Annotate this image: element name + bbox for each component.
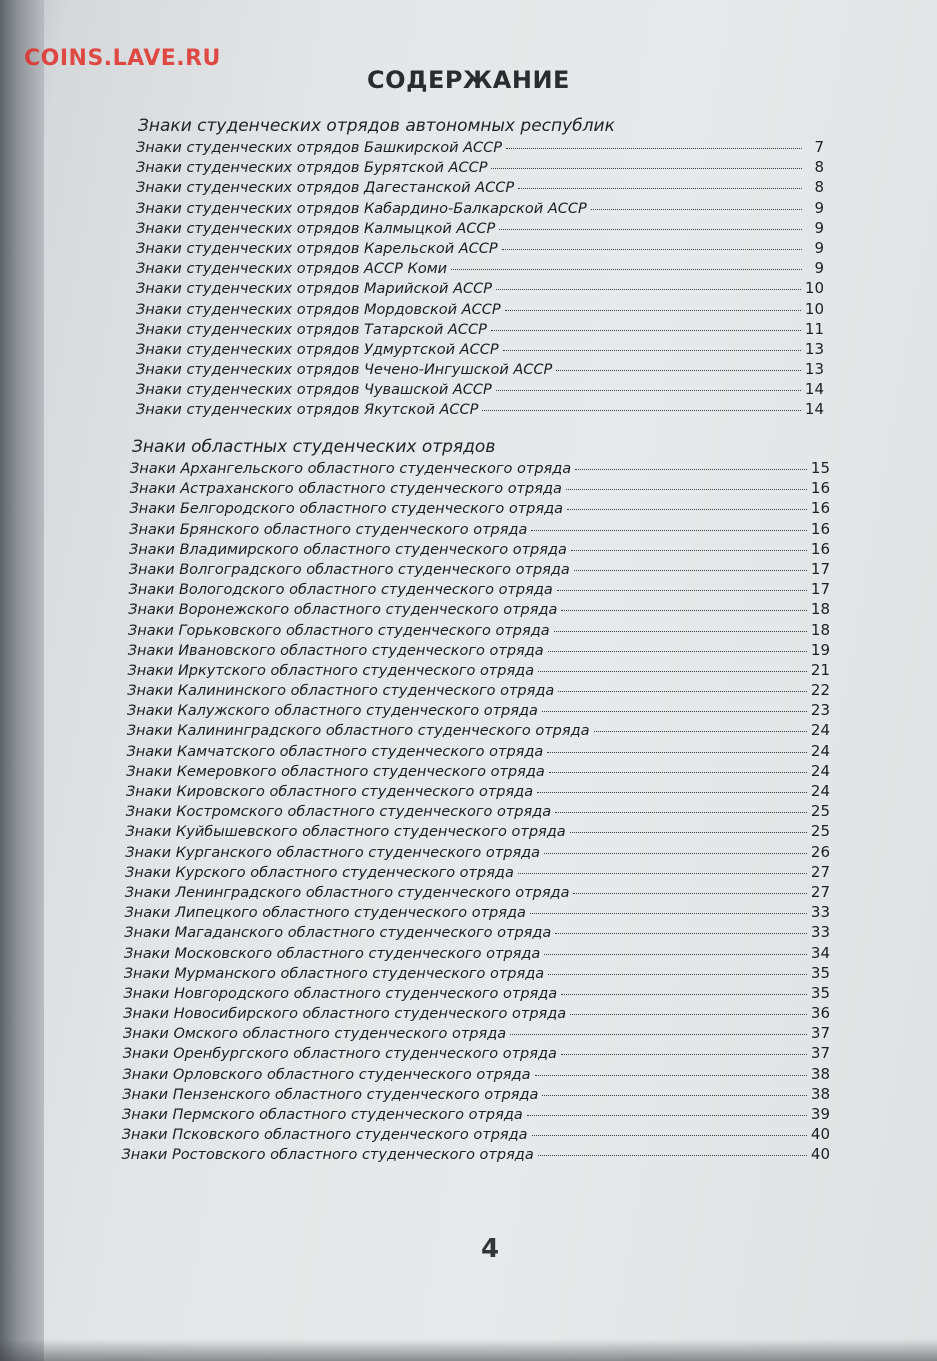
toc-entry-title: Знаки Орловского областного студенческого отряда [122, 1066, 531, 1083]
toc-entry-page: 7 [814, 138, 824, 156]
toc-entry-title: Знаки Пензенского областного студенческого отряда [122, 1086, 539, 1103]
toc-entry [125, 883, 830, 903]
toc-entry-page: 13 [804, 339, 824, 358]
toc-entry-page: 24 [810, 741, 830, 760]
toc-dot-leader [555, 933, 807, 934]
toc-dot-leader [570, 832, 807, 833]
toc-dot-leader [575, 469, 807, 470]
toc-entry-page: 27 [810, 882, 830, 901]
toc-entry-page: 9 [814, 218, 824, 237]
section-heading-regional-detachments: Знаки областных студенческих отрядов [132, 437, 496, 457]
toc-entry-page: 27 [810, 862, 830, 881]
toc-entry-page: 38 [810, 1064, 830, 1083]
toc-entry [136, 178, 824, 198]
toc-entry [125, 843, 830, 863]
toc-entry-title: Знаки Ивановского областного студенческого отряда [127, 642, 544, 659]
toc-entry-page: 16 [810, 539, 830, 558]
toc-entry [124, 923, 830, 943]
toc-dot-leader [591, 209, 802, 210]
toc-entry-title: Знаки Омского областного студенческого отряда [123, 1026, 507, 1043]
toc-entry-page: 13 [804, 360, 824, 379]
toc-entry-title: Знаки Пермского областного студенческого отряда [122, 1107, 523, 1123]
toc-dot-leader [482, 410, 800, 411]
toc-dot-leader [548, 974, 807, 975]
toc-entry-page: 24 [810, 721, 830, 740]
toc-entry-title: Знаки Курского областного студенческого отряда [125, 864, 514, 881]
toc-entry [123, 1024, 830, 1044]
book-binding-shadow [0, 0, 44, 1361]
toc-entry-page: 21 [810, 660, 830, 679]
page-number: 4 [480, 1234, 500, 1264]
toc-entry-title: Знаки Воронежского областного студенческого отряда [128, 602, 558, 619]
toc-entry-title: Знаки Архангельского областного студенческого отряда [130, 461, 572, 477]
toc-dot-leader [594, 731, 807, 732]
toc-entry [130, 459, 830, 479]
toc-entry-title: Знаки Иркутского областного студенческого отряда [127, 662, 535, 679]
toc-entry [129, 580, 831, 600]
toc-entry [126, 762, 830, 782]
toc-entry-page: 37 [810, 1024, 830, 1043]
toc-dot-leader [530, 913, 807, 914]
toc-entry-page: 11 [804, 319, 824, 338]
toc-entry [136, 158, 824, 178]
toc-entry-page: 16 [810, 479, 830, 498]
toc-entry-page: 37 [810, 1044, 830, 1063]
toc-entry-title: Знаки студенческих отрядов Дагестанской АССР [136, 180, 515, 197]
toc-entry-title: Знаки Курганского областного студенческого отряда [125, 844, 541, 861]
toc-dot-leader [544, 954, 807, 955]
toc-dot-leader [491, 168, 802, 169]
toc-entry-title: Знаки студенческих отрядов Кабардино-Балкарской АССР [136, 200, 587, 217]
toc-entry-title: Знаки Ленинградского областного студенческого отряда [124, 884, 570, 901]
toc-entry-page: 35 [810, 983, 830, 1002]
section-heading-autonomous-republics: Знаки студенческих отрядов автономных республик [138, 116, 615, 136]
toc-entry [129, 560, 830, 580]
toc-entry-title: Знаки Кемеровкого областного студенческого отряда [126, 763, 545, 780]
toc-entry [128, 661, 831, 681]
toc-entry-title: Знаки Новосибирского областного студенческого отряда [123, 1006, 567, 1023]
toc-entry-title: Знаки студенческих отрядов Чечено-Ингушской АССР [136, 362, 553, 379]
toc-entry-title: Знаки Мурманского областного студенческого отряда [123, 965, 545, 982]
toc-dot-leader [506, 148, 802, 149]
toc-entry-page: 40 [810, 1125, 830, 1144]
toc-entry [122, 1145, 831, 1165]
toc-entry [127, 742, 831, 762]
toc-entry-title: Знаки студенческих отрядов Башкирской АССР [136, 140, 503, 156]
toc-entry-title: Знаки Оренбургского областного студенческого отряда [122, 1046, 557, 1063]
toc-entry [126, 822, 831, 842]
toc-entry [125, 863, 830, 883]
toc-dot-leader [496, 289, 801, 290]
toc-entry-page: 25 [810, 822, 830, 841]
page-edge-shadow [0, 1339, 937, 1361]
toc-entry-title: Знаки студенческих отрядов Бурятской АССР [136, 160, 488, 177]
toc-entry-page: 25 [810, 802, 830, 821]
toc-entry [136, 219, 824, 239]
toc-dot-leader [542, 1095, 806, 1096]
toc-entry-title: Знаки Горьковского областного студенческого отряда [128, 622, 550, 639]
toc-dot-leader [518, 873, 807, 874]
toc-dot-leader [503, 350, 801, 351]
toc-entry-page: 33 [810, 923, 830, 942]
toc-entry-page: 9 [814, 238, 824, 257]
toc-dot-leader [561, 994, 807, 995]
toc-entry-page: 16 [810, 519, 830, 538]
toc-entry [128, 600, 830, 620]
page-title: СОДЕРЖАНИЕ [367, 66, 570, 94]
toc-entry-page: 35 [810, 963, 830, 982]
toc-entry [136, 199, 824, 219]
toc-entry-page: 23 [810, 701, 830, 720]
toc-entry-page: 24 [810, 782, 830, 800]
toc-entry-page: 17 [810, 580, 830, 599]
toc-dot-leader [573, 893, 806, 894]
toc-entry-title: Знаки Калининского областного студенческого отряда [127, 683, 555, 700]
toc-entry [123, 1044, 830, 1064]
toc-entry [136, 239, 824, 259]
toc-dot-leader [566, 489, 807, 490]
toc-entry-page: 22 [810, 681, 830, 700]
toc-entry-title: Знаки Псковского областного студенческого отряда [121, 1127, 528, 1144]
toc-entry-page: 9 [814, 198, 824, 217]
toc-entry-page: 34 [810, 943, 830, 962]
toc-entry [122, 1125, 830, 1145]
toc-entry-title: Знаки студенческих отрядов Карельской АССР [136, 240, 498, 257]
toc-entry-title: Знаки Калининградского областного студенческого отряда [126, 723, 590, 740]
toc-entry-title: Знаки Липецкого областного студенческого отряда [124, 905, 526, 922]
toc-dot-leader [542, 711, 807, 712]
toc-entry-title: Знаки студенческих отрядов Калмыцкой АССР [136, 220, 496, 237]
toc-entry-title: Знаки Волгоградского областного студенческого отряда [128, 561, 570, 578]
toc-entry-title: Знаки Владимирского областного студенческого отряда [129, 541, 567, 558]
toc-entry-title: Знаки Московского областного студенческого отряда [124, 945, 541, 962]
toc-entry-title: Знаки Кировского областного студенческого отряда [126, 784, 534, 800]
toc-entry-title: Знаки Ростовского областного студенческого отряда [121, 1147, 534, 1164]
toc-entry-title: Знаки Магаданского областного студенческого отряда [124, 925, 552, 942]
toc-entry [123, 1065, 831, 1085]
toc-entry [136, 400, 824, 420]
toc-entry [129, 540, 830, 560]
toc-entry [130, 499, 831, 519]
toc-entry [128, 621, 830, 641]
toc-dot-leader [549, 772, 807, 773]
toc-dot-leader [537, 792, 807, 793]
toc-entry-page: 8 [814, 158, 824, 177]
toc-entry [136, 360, 824, 380]
toc-entry [125, 903, 831, 923]
toc-entry-title: Знаки Калужского областного студенческого отряда [127, 703, 538, 720]
toc-dot-leader [538, 1155, 807, 1156]
toc-dot-leader [527, 1115, 807, 1116]
toc-entry-title: Знаки Костромского областного студенческого отряда [125, 804, 552, 821]
toc-entry-page: 18 [810, 600, 830, 619]
toc-entry-title: Знаки Камчатского областного студенческого отряда [126, 743, 544, 760]
toc-entry-title: Знаки студенческих отрядов Якутской АССР [136, 402, 479, 419]
toc-dot-leader [531, 530, 807, 531]
toc-dot-leader [574, 570, 807, 571]
toc-entry-page: 24 [810, 761, 830, 780]
toc-entry-title: Знаки Астраханского областного студенческого отряда [129, 481, 562, 498]
toc-dot-leader [570, 1014, 807, 1015]
toc-dot-leader [491, 330, 801, 331]
toc-entry [124, 944, 830, 964]
toc-dot-leader [505, 310, 801, 311]
toc-entry-page: 14 [804, 400, 824, 419]
toc-dot-leader [496, 390, 801, 391]
toc-entry [122, 1085, 830, 1105]
toc-entry [127, 681, 830, 701]
toc-entry [124, 984, 831, 1004]
toc-entry-title: Знаки студенческих отрядов Мордовской АССР [136, 301, 501, 318]
toc-entry-page: 36 [810, 1004, 830, 1023]
toc-entry [123, 1004, 830, 1024]
toc-dot-leader [555, 812, 807, 813]
toc-entry-page: 40 [810, 1145, 830, 1164]
toc-entry-page: 15 [810, 459, 830, 477]
toc-entry [124, 964, 830, 984]
toc-dot-leader [557, 590, 807, 591]
toc-entry-page: 10 [804, 279, 824, 298]
toc-dot-leader [538, 671, 807, 672]
toc-entry [129, 520, 830, 540]
toc-entry-title: Знаки студенческих отрядов АССР Коми [136, 261, 448, 278]
toc-entry-page: 16 [810, 499, 830, 518]
toc-dot-leader [510, 1034, 807, 1035]
toc-entry-page: 26 [810, 842, 830, 861]
toc-entry [136, 259, 824, 279]
toc-entry-title: Знаки студенческих отрядов Удмуртской АССР [136, 341, 499, 358]
toc-entry [127, 701, 830, 721]
toc-entry-page: 38 [810, 1084, 830, 1103]
toc-entry [136, 138, 824, 158]
toc-entry-page: 33 [810, 903, 830, 922]
toc-entry [127, 721, 830, 741]
toc-dot-leader [548, 651, 807, 652]
toc-entry-title: Знаки Новгородского областного студенческого отряда [123, 985, 558, 1002]
toc-entry-title: Знаки Белгородского областного студенческого отряда [129, 501, 563, 518]
toc-dot-leader [518, 188, 802, 189]
toc-dot-leader [451, 269, 802, 270]
toc-entry-title: Знаки студенческих отрядов Марийской АССР [136, 281, 493, 298]
toc-entry-page: 9 [814, 259, 824, 278]
toc-dot-leader [554, 631, 807, 632]
toc-entry [136, 279, 824, 299]
toc-entry-title: Знаки студенческих отрядов Татарской АССР [136, 321, 487, 338]
toc-entry-page: 8 [814, 178, 824, 197]
watermark-logo: COINS.LAVE.RU [24, 46, 221, 71]
toc-dot-leader [561, 1054, 807, 1055]
toc-list-regional-detachments [121, 459, 830, 1166]
toc-entry [128, 641, 830, 661]
toc-entry [122, 1105, 830, 1125]
toc-dot-leader [535, 1075, 807, 1076]
toc-dot-leader [499, 229, 802, 230]
toc-dot-leader [544, 853, 807, 854]
toc-entry-page: 17 [810, 559, 830, 578]
toc-entry-page: 10 [804, 299, 824, 318]
toc-entry [130, 479, 830, 499]
toc-dot-leader [532, 1135, 807, 1136]
toc-entry-page: 39 [810, 1105, 830, 1123]
toc-entry [126, 802, 830, 822]
toc-list-autonomous-republics [136, 138, 824, 421]
toc-entry [136, 320, 824, 340]
toc-dot-leader [556, 370, 801, 371]
toc-dot-leader [502, 249, 802, 250]
toc-dot-leader [547, 752, 807, 753]
toc-entry-title: Знаки Вологодского областного студенческого отряда [128, 582, 553, 599]
toc-entry [136, 380, 824, 400]
toc-dot-leader [558, 691, 807, 692]
toc-dot-leader [567, 509, 807, 510]
toc-entry-title: Знаки Брянского областного студенческого отряда [129, 521, 528, 538]
toc-entry-title: Знаки Куйбышевского областного студенческого отряда [125, 824, 566, 841]
toc-entry-title: Знаки студенческих отрядов Чувашской АССР [136, 382, 492, 399]
toc-entry-page: 18 [810, 620, 830, 639]
toc-dot-leader [561, 610, 807, 611]
toc-entry [136, 340, 824, 360]
toc-entry-page: 14 [804, 380, 824, 399]
toc-entry [126, 782, 830, 802]
toc-entry-page: 19 [810, 640, 830, 659]
toc-dot-leader [571, 550, 807, 551]
toc-entry [136, 300, 824, 320]
